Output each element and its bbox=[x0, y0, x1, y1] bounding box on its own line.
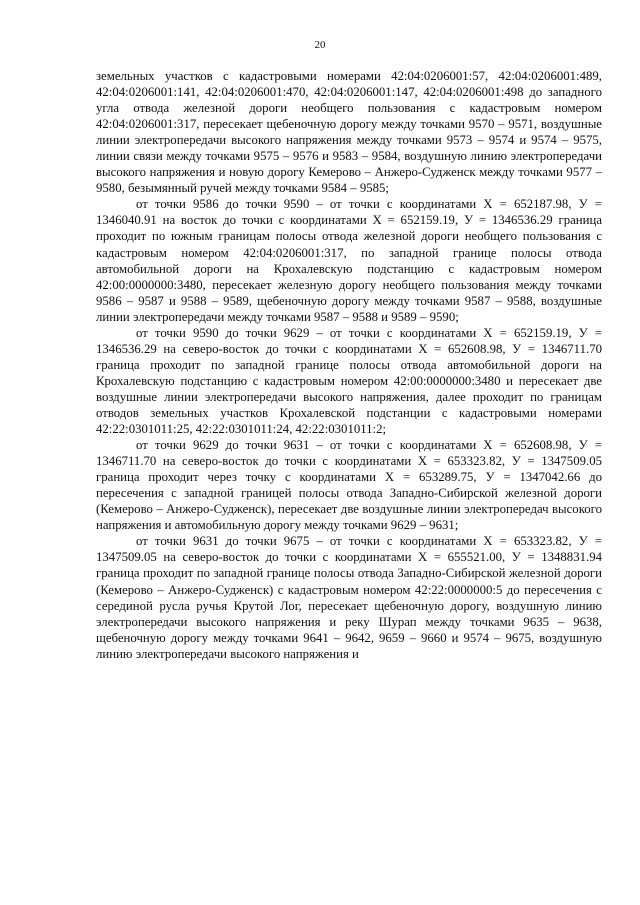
document-body bbox=[96, 68, 602, 662]
paragraph: от точки 9629 до точки 9631 – от точки с координатами Х = 652608.98, У = 1346711.70 на северо-восток до точки с координатами Х = 653323.82, У = 1347509.05 граница проходит через точку с координатами Х = 653289.75, У = 1347042.66 до пересечения с западной границей полосы отвода Западно-Сибирской железной дороги (Кемерово – Анжеро-Судженск), пересекает две воздушные линии электропередач высокого напряжения и автомобильную дорогу между точками 9629 – 9631; bbox=[96, 438, 602, 533]
page-number: 20 bbox=[314, 39, 326, 51]
paragraph: от точки 9586 до точки 9590 – от точки с координатами Х = 652187.98, У = 1346040.91 на восток до точки с координатами Х = 652159.19, У = 1346536.29 граница проходит по южным границам полосы отвода железной дороги необщего пользования с кадастровым номером 42:04:0206001:317, по западной границе полосы отвода автомобильной дороги на Крохалевскую подстанцию с кадастровым номером 42:00:0000000:3480, пересекает железную дорогу необщего пользования между точками 9586 – 9587 и 9588 – 9589, щебеночную дорогу между точками 9587 – 9588, воздушные линии электропередачи между точками 9587 – 9588 и 9589 – 9590; bbox=[96, 197, 602, 324]
paragraph: от точки 9590 до точки 9629 – от точки с координатами Х = 652159.19, У = 1346536.29 на северо-восток до точки с координатами Х = 652608.98, У = 1346711.70 граница проходит по западной границе полосы отвода автомобильной дороги на Крохалевскую подстанцию с кадастровым номером 42:00:0000000:3480 и пересекает две воздушные линии электропередачи высокого напряжения, далее проходит по границам отводов земельных участков Крохалевской подстанции с кадастровыми номерами 42:22:0301011:25, 42:22:0301011:24, 42:22:0301011:2; bbox=[96, 325, 602, 437]
paragraph: земельных участков с кадастровыми номерами 42:04:0206001:57, 42:04:0206001:489, 42:04:0206001:141, 42:04:0206001:470, 42:04:0206001:147, 42:04:0206001:498 до западного угла отвода железной дороги необщего пользования с кадастровым номером 42:04:0206001:317, пересекает щебеночную дорогу между точками 9570 – 9571, воздушные линии электропередачи высокого напряжения между точками 9573 – 9574 и 9574 – 9575, линии связи между точками 9575 – 9576 и 9583 – 9584, воздушную линию электропередачи высокого напряжения и новую дорогу Кемерово – Анжеро-Судженск между точками 9577 – 9580, безымянный ручей между точками 9584 – 9585; bbox=[96, 69, 602, 196]
paragraph: от точки 9631 до точки 9675 – от точки с координатами Х = 653323.82, У = 1347509.05 на северо-восток до точки с координатами Х = 655521.00, У = 1348831.94 граница проходит по западной границе полосы отвода Западно-Сибирской железной дороги (Кемерово – Анжеро-Судженск) с кадастровым номером 42:22:0000000:5 до пересечения с серединой русла ручья Крутой Лог, пересекает щебеночную дорогу, воздушную линию электропередачи высокого напряжения и реку Шурап между точками 9635 – 9638, щебеночную дорогу между точками 9641 – 9642, 9659 – 9660 и 9574 – 9675, воздушную линию электропередачи высокого напряжения и bbox=[96, 534, 602, 661]
